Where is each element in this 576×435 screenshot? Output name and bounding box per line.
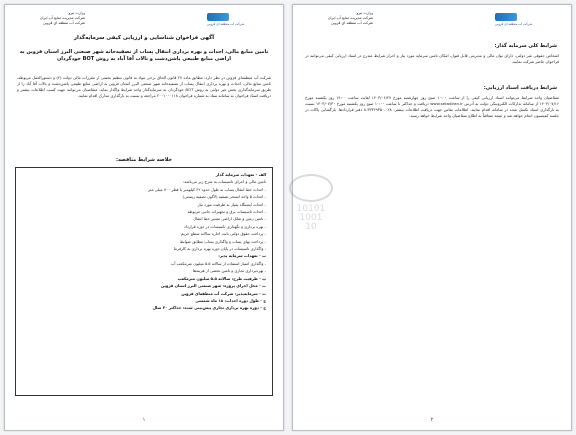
list-item: الف - تعهدات سرمایه گذار [215,172,266,177]
ministry-header [303,11,373,26]
list-item: - احداث ایستگاه پمپاژ به ظرفیت مورد نیاز [197,201,266,207]
notice-title: آگهی فراخوان شناسایی و ارزیابی کیفی سرمایه‌گذار [73,35,215,41]
watermark-line-3: 10 [305,222,317,232]
general-conditions-heading: شرایط کلی سرمایه گذار: [494,43,557,49]
ministry-line-2: شرکت مدیریت منابع آب ایران [39,16,85,20]
list-item: پ - ظرفیت طرح: سالانه ۵.۵ میلیون مترمکعب [177,275,266,281]
general-conditions-text: اشخاص حقوقی غیر دولتی، دارای توان مالی و مدیریتی قابل قبول، امکان تامین سرمایه مورد نیاز و احراز شرایط مندرج در اسناد ارزیابی کیفی می‌توانند در فراخوان حاضر شرکت نمایند. [305,53,559,65]
page-number: ۲ [430,417,434,423]
list-item: ج - طول دوره احداث: ۱۸ ماه شمسی [195,297,266,303]
list-item: ث - سرمایه‌پذیر: شرکت آب منطقه‌ای قزوین [181,290,266,296]
intro-paragraph: شرکت آب منطقه‌ای قزوین در نظر دارد، مطابق ماده ۲۷ قانون الحاق برخی مواد به قانون تنظیم بخشی از مقررات مالی دولت (۲) و دستورالعمل مربوطه، تامین منابع مالی، احداث و بهره برداری انتقال پساب از تصفیه‌خانه شهر صنعتی البرز استان قزوین به اراضی منابع طبیعی پاشن‌دشت و تالاب آقا آباد را از طریق سرمایه‌گذاری بخش غیر دولتی به روش BOT خودگردان به سرمایه‌گذار واجد شرایط واگذار نماید. متقاضیان می‌توانند جهت کسب اطلاعات بیشتر و دریافت اسناد فراخوان به سامانه ستاد به شماره فراخوان ۲۰۰۱۰۰۰۱۱۸ مراجعه و نسبت به بارگذاری مدارک اقدام نمایند. [17,75,272,99]
document-page-1 [4,4,284,431]
list-item: - پرداخت بهای پساب و واگذاری پساب مطابق ضوابط [179,238,266,244]
ministry-line-1: وزارت نیرو [68,11,85,15]
logo-caption: شرکت آب منطقه ای قزوین [495,22,533,26]
list-item: تامین مالی و اجرای تاسیسات به شرح زیر می‌باشد: [182,179,266,185]
summary-heading: خلاصه شرایط مناقصه: [116,157,172,163]
notice-subtitle: تامین منابع مالی، احداث و بهره برداری انتقال پساب از تصفیه‌خانه شهر صنعتی البرز استان قزوین به اراضی منابع طبیعی پاشن‌دشت و تالاب آقا آباد به روش BOT خودگردان [19,49,269,62]
list-item: - احداث ۵ واحد استخر تصفیه (لاگون تصفیه زیستی) [182,194,266,200]
list-item: ت - محل اجرای پروژه: شهر صنعتی البرز استان قزوین [160,283,266,289]
watermark-logo-icon [289,174,333,202]
watermark-line-2: 1001 [299,213,323,223]
logo-icon [207,13,229,21]
logo-caption: شرکت آب منطقه ای قزوین [207,22,245,26]
list-item: - بهره برداری و نگهداری تاسیسات در دوره قرارداد [184,223,266,229]
list-item: - واگذاری تاسیسات در پایان دوره بهره برداری به کارفرما [173,246,266,252]
summary-box [15,167,273,396]
list-item: - پرداخت حقوق دولتی بابت اجاره سالانه سطح حریم [181,231,266,237]
list-item: ح - دوره بهره برداری تجاری پیش‌بینی شده: حداکثر ۲۰ سال [152,305,266,311]
list-item: - تامین زمین و تملک اراضی مسیر خط انتقال [193,216,266,222]
company-logo [207,13,271,29]
page-number: ۱ [142,417,146,423]
list-item: - واگذاری امتیاز استفاده از سالانه ۵.۵ میلیون مترمکعب آب [170,260,266,266]
ministry-line-2: شرکت مدیریت منابع آب ایران [327,16,373,20]
ministry-line-1: وزارت نیرو [356,11,373,15]
logo-icon [495,13,517,21]
documents-heading: شرایط دریافت اسناد ارزیابی: [483,85,557,91]
company-logo [495,13,559,29]
watermark-line-1: 10101 [296,204,326,214]
ministry-line-3: شرکت آب منطقه ای قزوین [331,21,373,25]
list-item: - احداث خط انتقال پساب به طول حدود ۲۲ کیلومتر با قطر ۷۰۰ میلی متر [148,186,266,192]
watermark [276,174,346,232]
ministry-line-3: شرکت آب منطقه ای قزوین [43,21,85,25]
documents-text: متقاضیان واجد شرایط می‌توانند اسناد ارزیابی کیفی را از ساعت ۱۰:۰۰ صبح روز چهارشنبه مورخ ۱۴۰۳/۰۶/۲۷ لغایت ساعت ۱۴:۰۰ روز یکشنبه مورخ ۱۴۰۳/۰۷/۱۶ از سامانه تدارکات الکترونیکی دولت به آدرس www.setadiran.ir دریافت و حداکثر تا ساعت ۱۰:۰۰ صبح روز یکشنبه مورخ ۱۴۰۳/۰۷/۳۰ نسبت به بارگذاری اسناد تکمیل شده در سامانه اقدام نمایند. اطلاعات تماس جهت دریافت اطلاعات بیشتر: ۰۲۸-۳۳۳۶۹۳۵۰-۸ دفتر قراردادها. بازگشایی پاکات در جلسه کمیسیون انجام خواهد شد و نتیجه متعاقباً به اطلاع متقاضیان واجد شرایط خواهد رسید. [305,95,560,119]
list-item: - احداث تاسیسات برق و تجهیزات جانبی مربوطه [187,209,266,215]
ministry-header [15,11,85,26]
list-item: ب - تعهدات سرمایه پذیر: [218,253,266,259]
list-item: - بهره‌برداری تجاری و تامین بخشی از هزینه‌ها [192,268,266,274]
